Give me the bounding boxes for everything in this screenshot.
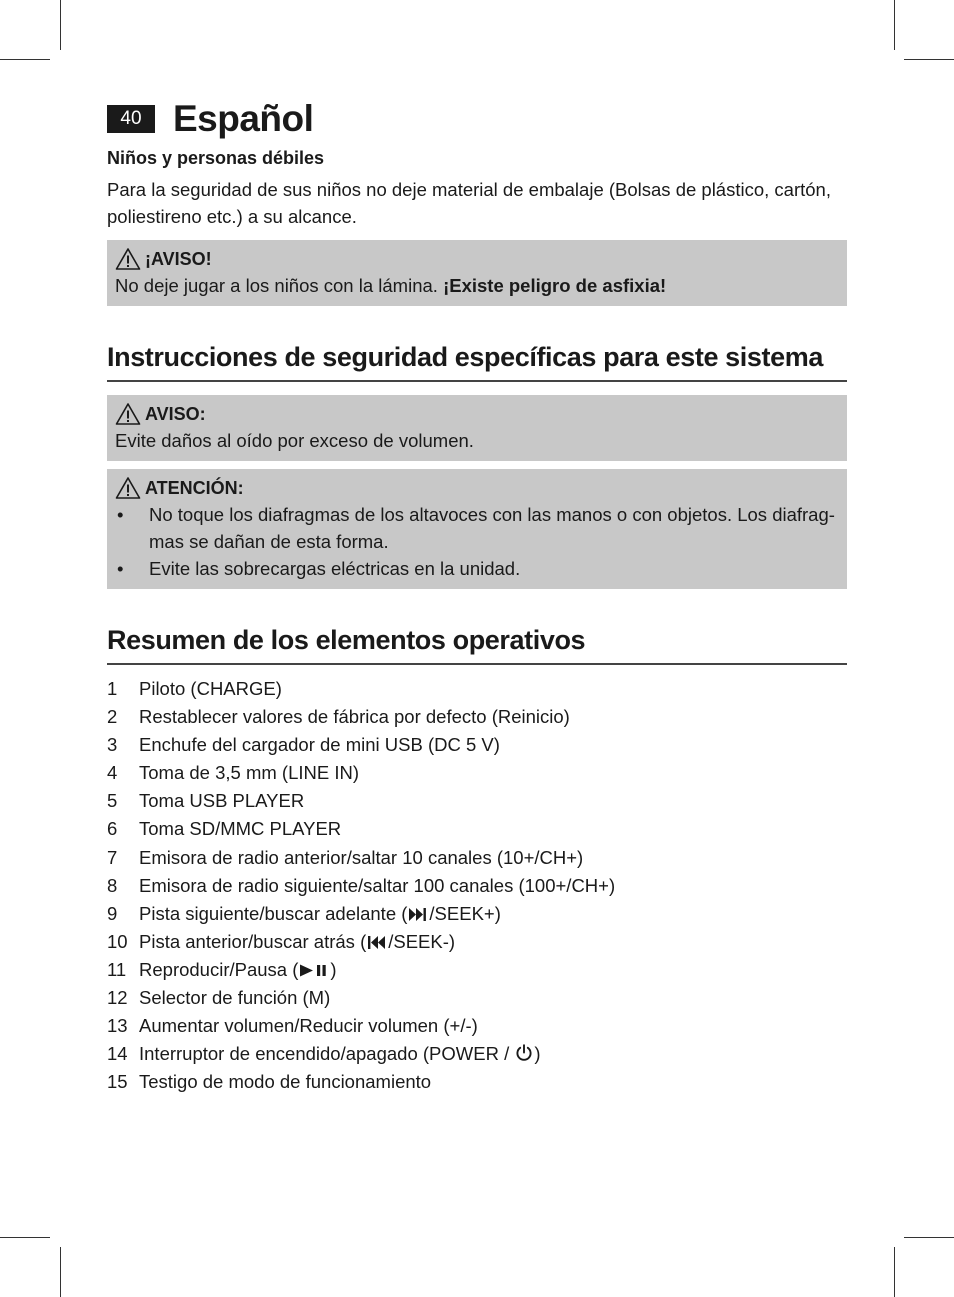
controls-list [107,675,847,1096]
list-item: 3 Enchufe del cargador de mini USB (DC 5 V) [107,734,500,756]
aviso-box-text: Evite daños al oído por exceso de volumen. [115,430,474,451]
previous-track-icon [367,935,387,950]
list-item: 14 Interruptor de encendido/apagado (POWER / ) [107,1043,541,1065]
list-item: 1 Piloto (CHARGE) [107,678,282,699]
list-item: 15 Testigo de modo de funcionamiento [107,1071,432,1093]
crop-mark [0,59,50,60]
list-item: 13 Aumentar volumen/Reducir volumen (+/-) [107,1015,478,1037]
list-item: 9 Pista siguiente/buscar adelante ( /SEEK+) [107,902,501,924]
crop-mark [894,0,895,50]
list-item: 5 Toma USB PLAYER [107,790,305,812]
crop-mark [904,1237,954,1238]
list-item: 7 Emisora de radio anterior/saltar 10 canales (10+/CH+) [107,846,584,868]
warning-box [107,240,847,306]
children-section-text: Para la seguridad de sus niños no deje material de embalaje (Bolsas de plástico, cartón, poliestireno etc.) a su alcance. [107,179,831,227]
list-item: 4 Toma de 3,5 mm (LINE IN) [107,762,360,784]
page-content [107,145,847,1096]
atencion-box-title: ATENCIÓN: [145,478,244,498]
list-item: 11 Reproducir/Pausa ( ) [107,958,337,980]
atencion-bullets [115,501,839,582]
crop-mark [60,1247,61,1297]
warning-box-title: ¡AVISO! [145,249,212,269]
list-item: • No toque los diafragmas de los altavoces con las manos o con objetos. Los diafrag-mas se dañan de esta forma. [117,504,835,552]
crop-mark [904,59,954,60]
page-number: 40 [107,105,155,133]
safety-section-title: Instrucciones de seguridad específicas para este sistema [107,340,847,382]
list-item: • Evite las sobrecargas eléctricas en la unidad. [117,558,521,579]
warning-triangle-icon [115,402,141,426]
controls-section-title: Resumen de los elementos operativos [107,623,847,665]
crop-mark [894,1247,895,1297]
list-item: 6 Toma SD/MMC PLAYER [107,818,342,840]
list-item: 2 Restablecer valores de fábrica por defecto (Reinicio) [107,706,570,728]
warning-triangle-icon [115,476,141,500]
crop-mark [0,1237,50,1238]
atencion-box [107,469,847,589]
warning-box-text: No deje jugar a los niños con la lámina. ¡Existe peligro de asfixia! [115,275,667,296]
next-track-icon [408,907,428,922]
list-item: 10 Pista anterior/buscar atrás ( /SEEK-) [107,930,456,952]
page-header [107,96,313,142]
warning-triangle-icon [115,247,141,271]
list-item: 8 Emisora de radio siguiente/saltar 100 canales (100+/CH+) [107,874,616,896]
warning-box-emphasis: ¡Existe peligro de asfixia! [443,275,667,296]
play-pause-icon [299,963,329,978]
crop-mark [60,0,61,50]
aviso-box [107,395,847,461]
page-language-title: Español [173,98,314,139]
power-icon [515,1044,533,1062]
aviso-box-title: AVISO: [145,404,206,424]
children-section-title: Niños y personas débiles [107,148,325,168]
list-item: 12 Selector de función (M) [107,987,331,1009]
